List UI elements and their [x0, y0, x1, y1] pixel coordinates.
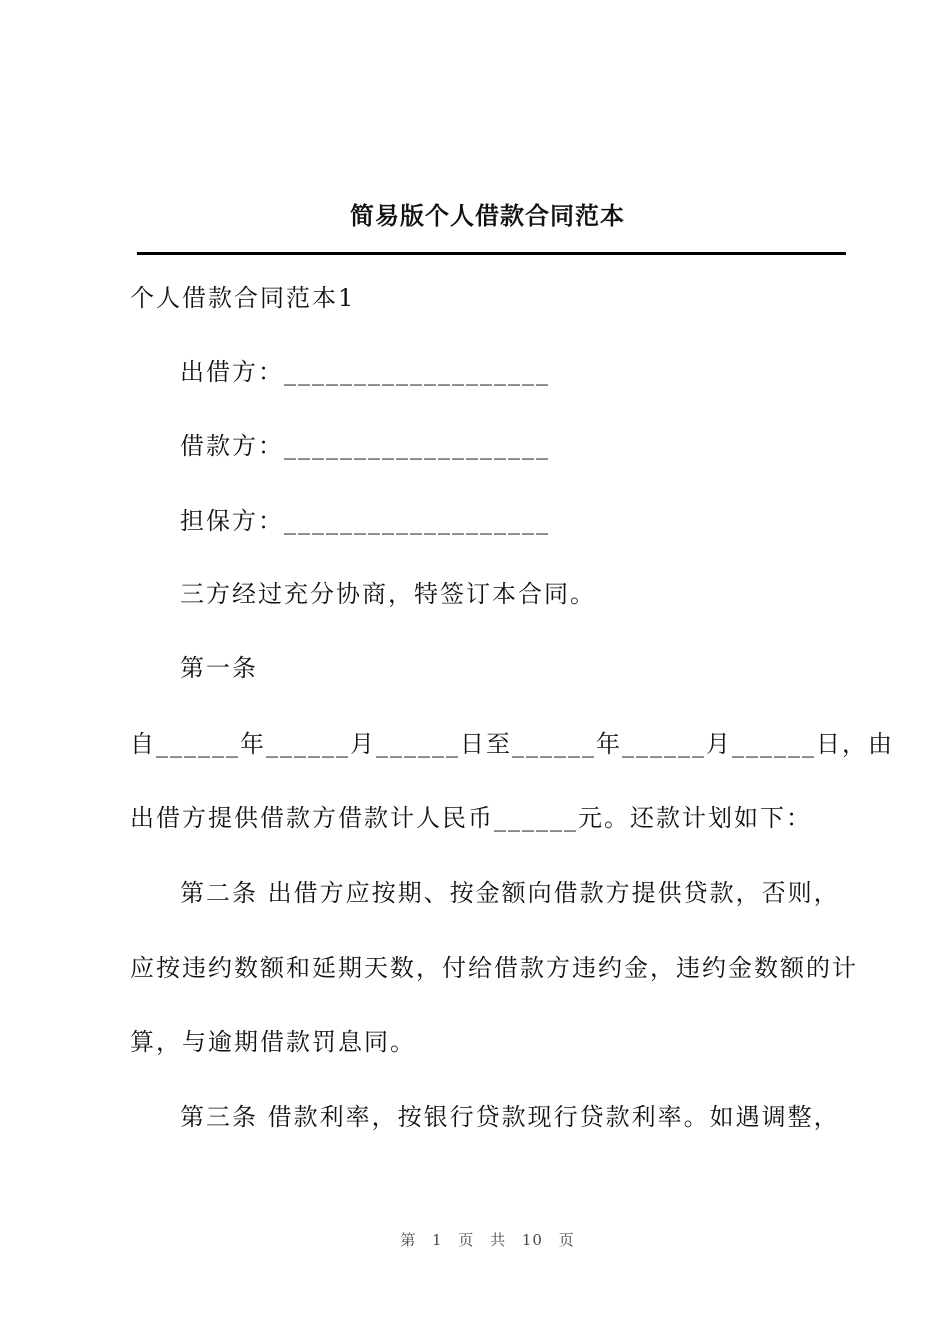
section-heading: 个人借款合同范本1 — [130, 284, 356, 312]
article-2-line-3: 算，与逾期借款罚息同。 — [130, 1028, 416, 1056]
article-1-line-2: 出借方提供借款方借款计人民币______元。还款计划如下： — [130, 804, 812, 832]
preamble-paragraph: 三方经过充分协商，特签订本合同。 — [180, 580, 596, 608]
article-1-heading: 第一条 — [180, 654, 258, 682]
page-number-footer: 第 1 页 共 10 页 — [400, 1231, 575, 1249]
document-title: 简易版个人借款合同范本 — [350, 201, 625, 230]
guarantor-field: 担保方：___________________ — [180, 507, 550, 535]
borrower-field: 借款方：___________________ — [180, 432, 550, 460]
title-divider — [137, 252, 846, 255]
article-2-line-1: 第二条 出借方应按期、按金额向借款方提供贷款，否则， — [180, 879, 840, 907]
article-2-line-2: 应按违约数额和延期天数，付给借款方违约金，违约金数额的计 — [130, 954, 858, 982]
article-3-line-1: 第三条 借款利率，按银行贷款现行贷款利率。如遇调整， — [180, 1103, 840, 1131]
article-1-line-1: 自______年______月______日至______年______月______日，由 — [130, 730, 894, 758]
lender-field: 出借方：___________________ — [180, 358, 550, 386]
